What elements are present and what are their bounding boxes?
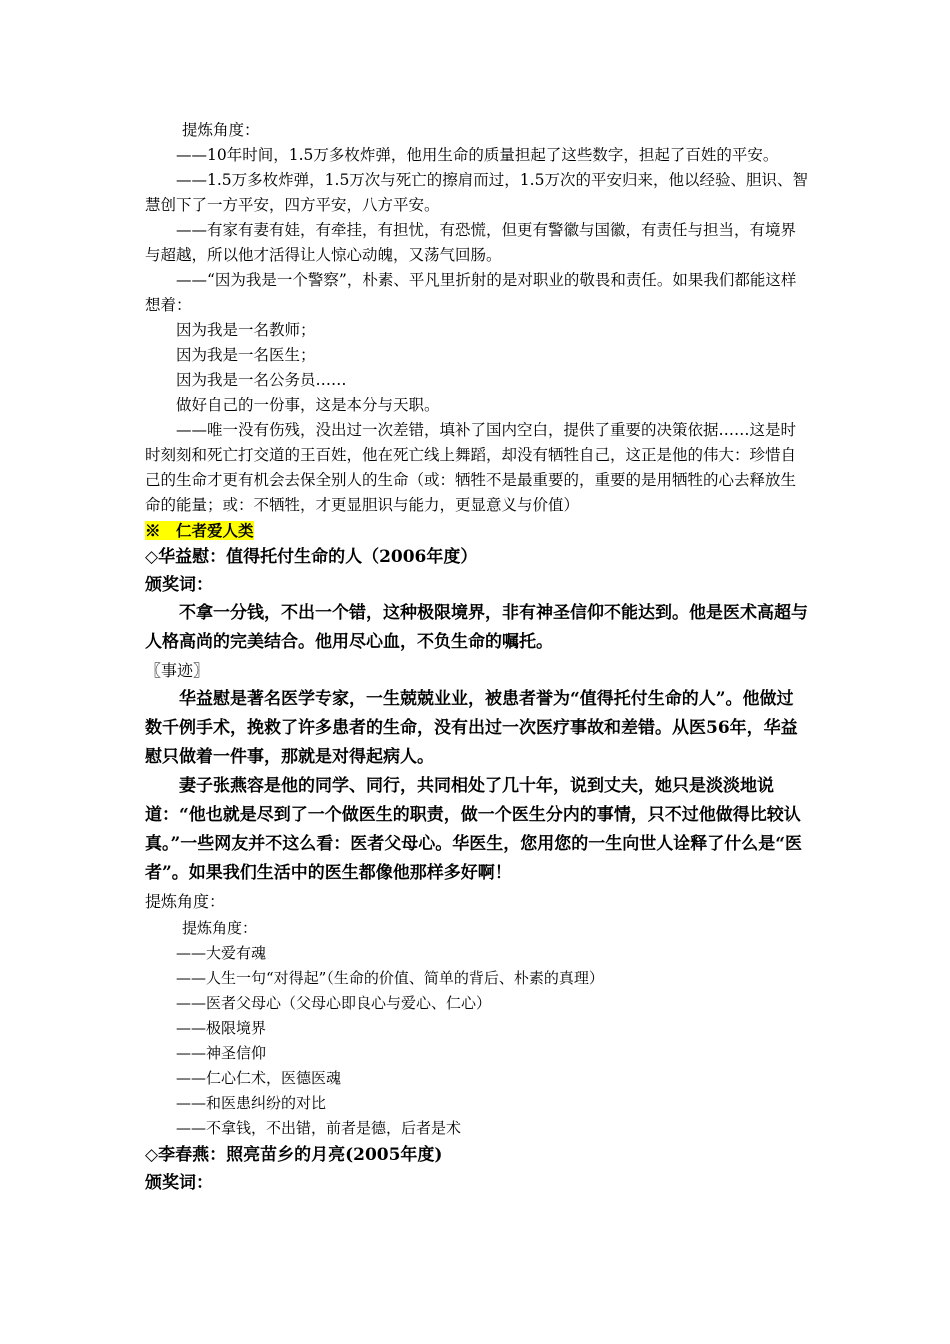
paragraph: ——有家有妻有娃，有牵挂，有担忧，有恐慌，但更有警徽与国徽，有责任与担当，有境界与超越，所以他才活得让人惊心动魄，又荡气回肠。: [145, 221, 797, 264]
document-page: [145, 118, 810, 1197]
story-label: 〖事迹〗: [145, 661, 210, 680]
angle-subheading: 提炼角度：: [182, 919, 258, 937]
award-label: 颁奖词：: [145, 1173, 213, 1193]
category-heading: [145, 518, 810, 543]
angle-item: ——人生一句“对得起”（生命的价值、简单的背后、朴素的真理）: [176, 969, 604, 987]
paragraph: ——“因为我是一个警察”，朴素、平凡里折射的是对职业的敬畏和责任。如果我们都能这样想着：: [145, 271, 797, 314]
story-paragraph: 华益慰是著名医学专家，一生兢兢业业，被患者誉为“值得托付生命的人”。他做过数千例手术，挽救了许多患者的生命，没有出过一次医疗事故和差错。从医56年，华益慰只做着一件事，那就是对得起病人。: [145, 689, 798, 767]
person-title: ◇李春燕：照亮苗乡的月亮(2005年度): [145, 1145, 443, 1165]
paragraph: ——唯一没有伤残，没出过一次差错，填补了国内空白，提供了重要的决策依据……这是时时刻刻和死亡打交道的王百姓，他在死亡线上舞蹈，却没有牺牲自己，这正是他的伟大：珍惜自己的生命才更有机会去保全别人的生命（或：牺牲不是最重要的，重要的是用牺牲的心去释放生命的能量；或：不牺牲，才更显胆识与能力，更显意义与价值）: [145, 421, 797, 514]
list-item: 做好自己的一份事，这是本分与天职。: [176, 396, 440, 414]
award-label: 颁奖词：: [145, 575, 213, 595]
list-item: 因为我是一名公务员……: [176, 371, 347, 389]
paragraph: ——10年时间，1.5万多枚炸弹，他用生命的质量担起了这些数字，担起了百姓的平安。: [176, 146, 779, 164]
angle-item: ——神圣信仰: [176, 1044, 267, 1062]
story-paragraph: 妻子张燕容是他的同学、同行，共同相处了几十年，说到丈夫，她只是淡淡地说道：“他也就是尽到了一个做医生的职责，做一个医生分内的事情，只不过他做得比较认真。”一些网友并不这么看：医者父母心。华医生，您用您的一生向世人诠释了什么是“医者”。如果我们生活中的医生都像他那样多好啊！: [145, 776, 803, 883]
category-highlight: ※ 仁者爱人类: [145, 521, 254, 540]
list-item: 因为我是一名医生；: [176, 346, 316, 364]
angle-heading: 提炼角度：: [182, 121, 260, 139]
person-title: ◇华益慰：值得托付生命的人（2006年度）: [145, 547, 478, 567]
angle-item: ——大爱有魂: [176, 944, 267, 962]
paragraph: ——1.5万多枚炸弹，1.5万次与死亡的擦肩而过，1.5万次的平安归来，他以经验、胆识、智慧创下了一方平安，四方平安，八方平安。: [145, 171, 808, 214]
angle-heading: 提炼角度：: [145, 892, 226, 911]
angle-item: ——和医患纠纷的对比: [176, 1094, 327, 1112]
angle-item: ——极限境界: [176, 1019, 267, 1037]
angle-item: ——仁心仁术，医德医魂: [176, 1069, 342, 1087]
angle-item: ——不拿钱，不出错，前者是德，后者是术: [176, 1119, 462, 1137]
list-item: 因为我是一名教师；: [176, 321, 316, 339]
angle-item: ——医者父母心（父母心即良心与爱心、仁心）: [176, 994, 492, 1012]
award-text: 不拿一分钱，不出一个错，这种极限境界，非有神圣信仰不能达到。他是医术高超与人格高尚的完美结合。他用尽心血，不负生命的嘱托。: [145, 603, 808, 652]
